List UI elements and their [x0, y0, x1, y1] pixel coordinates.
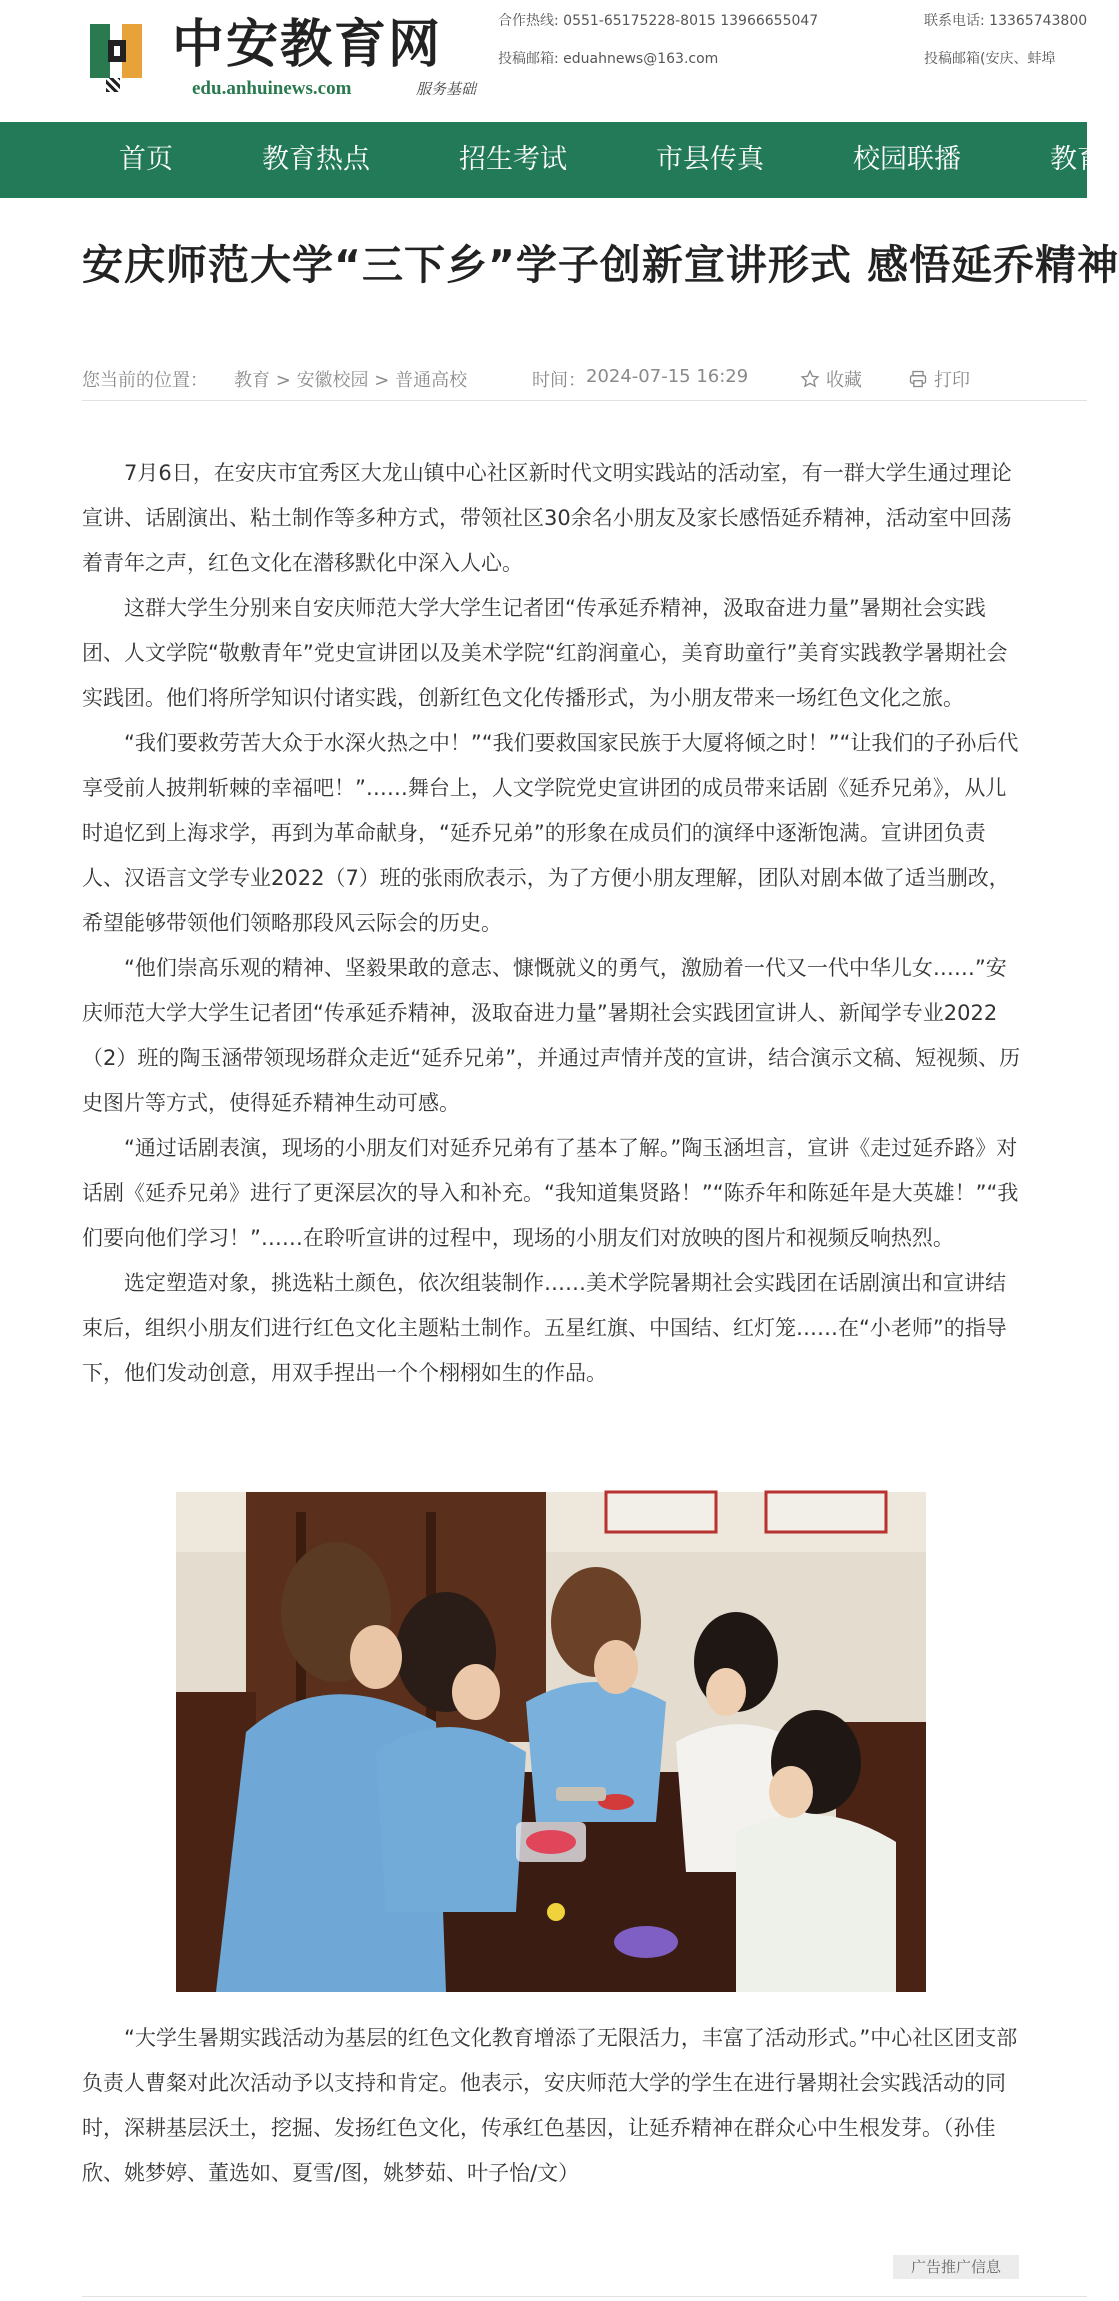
article-body — [82, 451, 1022, 1396]
article-paragraph: 选定塑造对象，挑选粘土颜色，依次组装制作……美术学院暑期社会实践团在话剧演出和宣讲结束后，组织小朋友们进行红色文化主题粘土制作。五星红旗、中国结、红灯笼……在“小老师”的指导下，他们发动创意，用双手捏出一个个栩栩如生的作品。 — [82, 1271, 1007, 1385]
phone-text: 联系电话: 13365743800 — [924, 13, 1088, 29]
contact-block — [498, 10, 818, 86]
article-paragraph: 7月6日，在安庆市宜秀区大龙山镇中心社区新时代文明实践站的活动室，有一群大学生通过理论宣讲、话剧演出、粘土制作等多种方式，带领社区30余名小朋友及家长感悟延乔精神，活动室中回荡着青年之声，红色文化在潜移默化中深入人心。 — [82, 461, 1012, 575]
printer-icon — [908, 369, 928, 389]
nav-item-county-news[interactable]: 市县传真 — [656, 144, 764, 175]
hotline-text: 合作热线: 0551-65175228-8015 13966655047 — [498, 13, 819, 29]
breadcrumb-label: 您当前的位置： — [82, 370, 208, 391]
print-label: 打印 — [934, 370, 970, 391]
article-paragraph: “他们崇高乐观的精神、坚毅果敢的意志、慷慨就义的勇气，激励着一代又一代中华儿女……”安庆师范大学大学生记者团“传承延乔精神，汲取奋进力量”暑期社会实践团宣讲人、新闻学专业2022（2）班的陶玉涵带领现场群众走近“延乔兄弟”，并通过声情并茂的宣讲，结合演示文稿、短视频、历史图片等方式，使得延乔精神生动可感。 — [82, 956, 1021, 1115]
article-meta — [82, 364, 1087, 401]
favorite-label: 收藏 — [826, 370, 862, 391]
time-label: 时间： — [532, 370, 586, 391]
photo-illustration — [176, 1492, 926, 1992]
article-paragraph: “通过话剧表演，现场的小朋友们对延乔兄弟有了基本了解。”陶玉涵坦言，宣讲《走过延乔路》对话剧《延乔兄弟》进行了更深层次的导入和补充。“我知道集贤路！”“陈乔年和陈延年是大英雄！”“我们要向他们学习！”……在聆听宣讲的过程中，现场的小朋友们对放映的图片和视频反响热烈。 — [82, 1136, 1019, 1250]
breadcrumb — [234, 366, 467, 392]
crumb-education[interactable]: 教育 — [234, 370, 270, 391]
ad-label: 广告推广信息 — [893, 2255, 1019, 2279]
article-title: 安庆师范大学“三下乡”学子创新宣讲形式 感悟延乔精神 — [82, 241, 1119, 289]
star-icon — [800, 369, 820, 389]
nav-item-education[interactable]: 教育 — [1050, 144, 1104, 175]
nav-item-campus[interactable]: 校园联播 — [853, 144, 961, 175]
print-button[interactable] — [908, 366, 970, 392]
crumb-sep: > — [374, 370, 390, 391]
nav-item-education-hot[interactable]: 教育热点 — [262, 144, 370, 175]
publish-time: 2024-07-15 16:29 — [586, 366, 749, 387]
crumb-anhui-campus[interactable]: 安徽校园 — [296, 370, 369, 391]
email-text[interactable]: 投稿邮箱: eduahnews@163.com — [498, 51, 719, 67]
logo-name: 中安教育网 — [172, 14, 443, 75]
contact-block-2 — [924, 10, 1087, 86]
article-paragraph: 这群大学生分别来自安庆师范大学大学生记者团“传承延乔精神，汲取奋进力量”暑期社会实践团、人文学院“敬敷青年”党史宣讲团以及美术学院“红韵润童心，美育助童行”美育实践教学暑期社会实践团。他们将所学知识付诸实践，创新红色文化传播形式，为小朋友带来一场红色文化之旅。 — [82, 596, 1008, 710]
nav-item-admissions[interactable]: 招生考试 — [459, 144, 567, 175]
site-header — [0, 0, 1087, 122]
article-paragraph: “大学生暑期实践活动为基层的红色文化教育增添了无限活力，丰富了活动形式。”中心社区团支部负责人曹粲对此次活动予以支持和肯定。他表示，安庆师范大学的学生在进行暑期社会实践活动的同时，深耕基层沃土，挖掘、发扬红色文化，传承红色基因，让延乔精神在群众心中生根发芽。（孙佳欣、姚梦婷、董选如、夏雪/图，姚梦茹、叶子怡/文） — [82, 2026, 1018, 2185]
favorite-button[interactable] — [800, 366, 862, 392]
crumb-sep: > — [275, 370, 291, 391]
site-logo[interactable] — [86, 14, 506, 104]
nav-item-home[interactable]: 首页 — [119, 144, 173, 175]
logo-signature: 服务基础 — [416, 80, 477, 98]
logo-url: edu.anhuinews.com — [192, 78, 352, 99]
article-closing — [82, 2016, 1022, 2196]
crumb-universities[interactable]: 普通高校 — [395, 370, 468, 391]
divider — [82, 2296, 1087, 2297]
logo-mark-icon — [86, 14, 156, 94]
article-paragraph: “我们要救劳苦大众于水深火热之中！”“我们要救国家民族于大厦将倾之时！”“让我们的子孙后代享受前人披荆斩棘的幸福吧！”……舞台上，人文学院党史宣讲团的成员带来话剧《延乔兄弟》，从儿时追忆到上海求学，再到为革命献身，“延乔兄弟”的形象在成员们的演绎中逐渐饱满。宣讲团负责人、汉语言文学专业2022（7）班的张雨欣表示，为了方便小朋友理解，团队对剧本做了适当删改，希望能够带领他们领略那段风云际会的历史。 — [82, 731, 1019, 935]
email-text-2: 投稿邮箱(安庆、蚌埠 — [924, 51, 1056, 67]
article-photo — [176, 1492, 926, 1992]
main-nav — [0, 122, 1104, 198]
